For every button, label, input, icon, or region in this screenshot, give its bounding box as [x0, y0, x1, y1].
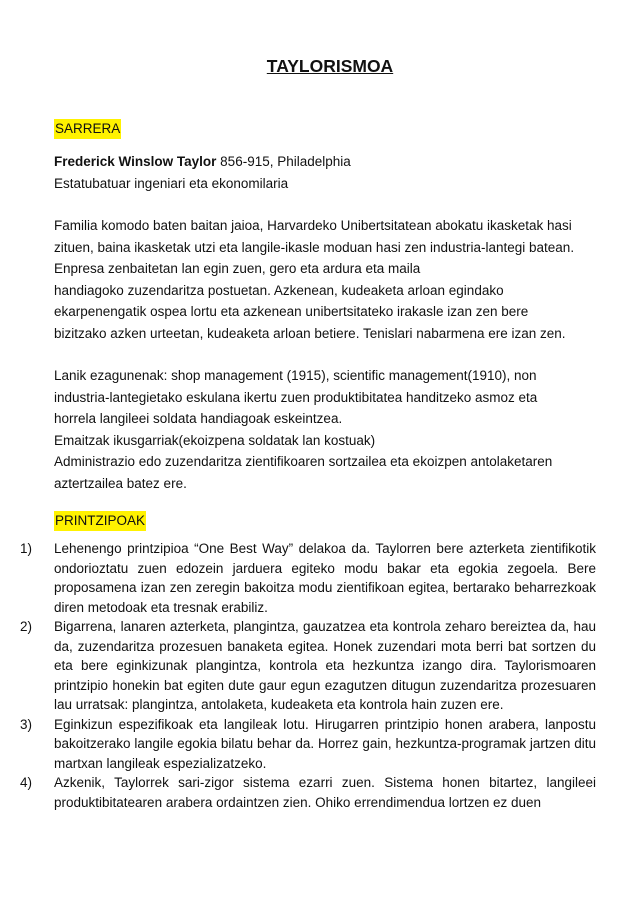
- principle-item-3: [20, 715, 596, 774]
- principle-item-4: [20, 773, 596, 812]
- principle-item-2: [20, 617, 596, 715]
- principle-text: Eginkizun espezifikoak eta langileak lotu. Hirugarren printzipio honen arabera, lanpostu bakoitzerako langile egokia bilatu behar da. Horrez gain, hezkuntza-programak jartzen ditu martxan langileak espezializatzeko.: [54, 716, 596, 771]
- works-line: Emaitzak ikusgarriak(ekoizpena soldatak lan kostuak): [54, 432, 376, 448]
- principle-text: Bigarrena, lanaren azterketa, plangintza, gauzatzea eta kontrola zeharo bereiztea da, hau da, zuzendaritza prozesuen banaketa egitea. Honek zuzendari mota berri bat sortzen du eta bere eginkizunak plangintza, kontrola eta hezkuntza izango dira. Taylorismoaren printzipio honekin bat egiten dute gaur egun ezagutzen ditugun zuzendaritza prozesuaren lau urratsak: plangintza, antolaketa, kudeaketa eta kontrola hain zuzen ere.: [54, 619, 596, 712]
- works-line: Lanik ezagunenak: shop management (1915), scientific management(1910), non: [54, 368, 537, 383]
- principles-section: [20, 511, 596, 812]
- list-number: 3): [20, 716, 33, 732]
- section-heading-sarrera: SARRERA: [54, 119, 121, 139]
- author-profession: Estatubatuar ingeniari eta ekonomilaria: [54, 175, 289, 191]
- list-number: 4): [20, 775, 33, 790]
- bio-line: Enpresa zenbaitetan lan egin zuen, gero eta ardura eta maila: [54, 261, 421, 276]
- intro-section: [54, 119, 596, 494]
- works-line: Administrazio edo zuzendaritza zientifikoaren sortzailea eta ekoizpen antolaketaren: [54, 454, 553, 469]
- bio-line: ekarpenengatik ospea lortu eta azkenean unibertsitateko irakasle izan zen bere: [54, 304, 529, 319]
- principle-text: Azkenik, Taylorrek sari-zigor sistema ezarri zuen. Sistema honen bitartez, langileei produktibitatearen arabera ordaintzen zien. Ohiko errendimendua lortzen ez duen: [54, 775, 596, 810]
- bio-line: handiagoko zuzendaritza postuetan. Azkenean, kudeaketa arloan egindako: [54, 282, 504, 298]
- principle-item-1: [20, 539, 596, 617]
- bio-line: Familia komodo baten baitan jaioa, Harvardeko Unibertsitatean abokatu ikasketak hasi: [54, 218, 572, 233]
- bio-line: zituen, baina ikasketak utzi eta langile-ikasle moduan hasi zen industria-lantegi batean.: [54, 239, 575, 255]
- document-title: TAYLORISMOA: [266, 56, 394, 76]
- works-paragraph: [54, 365, 596, 494]
- works-line: horrela langileei soldata handiagoak eskeintzea.: [54, 411, 343, 426]
- works-line: industria-lantegietako eskulana ikertu zuen produktibitatea handitzeko asmoz eta: [54, 389, 538, 405]
- list-number: 1): [20, 541, 33, 556]
- author-line: [54, 151, 596, 173]
- principles-list: [20, 539, 596, 812]
- bio-line: bizitzako azken urteetan, kudeaketa arloan betiere. Tenislari nabarmena ere izan zen.: [54, 325, 566, 341]
- author-dates: 856-915, Philadelphia: [216, 154, 351, 169]
- author-name: Frederick Winslow Taylor: [54, 154, 217, 169]
- biography-paragraph: [54, 215, 596, 344]
- principle-text: Lehenengo printzipioa “One Best Way” delakoa da. Taylorren bere azterketa zientifikotik ondorioztatu zuen edozein jarduera egiteko modu bakar eta egokia zegoela. Bere proposamena izan zen zeregin bakoitza modu zientifikoan egitea, bertarako beharrezkoak diren metodoak eta tresnak erabiliz.: [54, 541, 596, 615]
- list-number: 2): [20, 619, 33, 634]
- section-heading-printzipoak: PRINTZIPOAK: [54, 511, 146, 531]
- works-line: aztertzailea batez ere.: [54, 475, 187, 491]
